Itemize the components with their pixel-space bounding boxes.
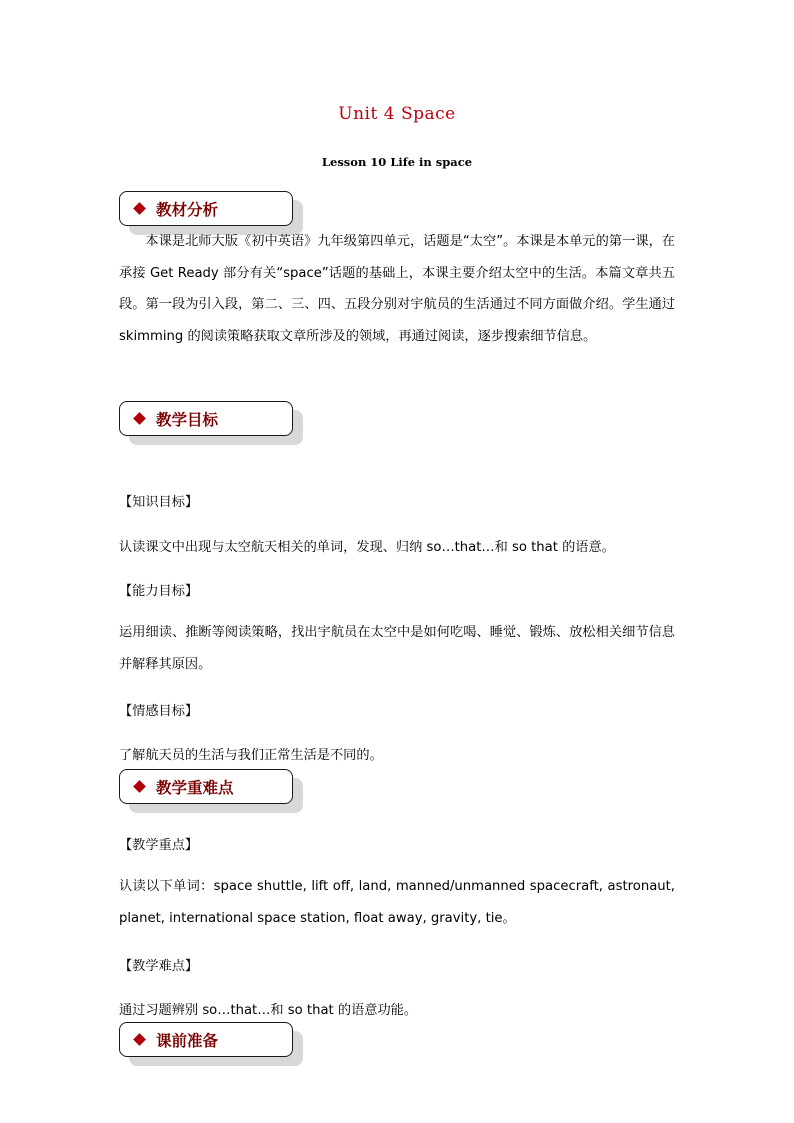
diamond-icon xyxy=(133,412,146,425)
section-heading-label: 教学重难点 xyxy=(156,778,234,797)
lesson-subtitle: Lesson 10 Life in space xyxy=(321,155,473,169)
section-heading-preparation xyxy=(119,1022,293,1057)
knowledge-goal-text: 认读课文中出现与太空航天相关的单词，发现、归纳 so…that…和 so that 的语意。 xyxy=(119,540,615,555)
diamond-icon xyxy=(133,202,146,215)
emotion-goal-text: 了解航天员的生活与我们正常生活是不同的。 xyxy=(119,748,383,763)
section-heading-label: 教学目标 xyxy=(156,410,219,429)
diamond-icon xyxy=(133,780,146,793)
ability-goal-heading: 【能力目标】 xyxy=(119,584,199,599)
difficulty-text: 通过习题辨别 so…that…和 so that 的语意功能。 xyxy=(119,1003,418,1018)
section-heading-box xyxy=(119,769,293,804)
analysis-paragraph: 本课是北师大版《初中英语》九年级第四单元，话题是“太空”。本课是本单元的第一课，在承接 Get Ready 部分有关“space”话题的基础上，本课主要介绍太空中的生活。本篇文章共五段。第一段为引入段，第二、三、四、五段分别对宇航员的生活通过不同方面做介绍。学生通过 skimming 的阅读策略获取文章所涉及的领域，再通过阅读，逐步搜索细节信息。 xyxy=(119,234,675,344)
knowledge-goal-heading: 【知识目标】 xyxy=(119,495,199,510)
difficulty-heading: 【教学难点】 xyxy=(119,959,199,974)
section-heading-box xyxy=(119,401,293,436)
section-heading-key-points xyxy=(119,769,293,804)
section-heading-box xyxy=(119,191,293,226)
diamond-icon xyxy=(133,1033,146,1046)
section-heading-goals xyxy=(119,401,293,436)
section-heading-label: 教材分析 xyxy=(156,200,219,219)
focus-text: 认读以下单词：space shuttle, lift off, land, manned/unmanned spacecraft, astronaut, planet, international space station, float away, gravity, tie。 xyxy=(119,879,675,926)
section-heading-box xyxy=(119,1022,293,1057)
emotion-goal-heading: 【情感目标】 xyxy=(119,704,199,719)
section-heading-analysis xyxy=(119,191,293,226)
ability-goal-text: 运用细读、推断等阅读策略，找出宇航员在太空中是如何吃喝、睡觉、锻炼、放松相关细节信息并解释其原因。 xyxy=(119,625,675,672)
section-heading-label: 课前准备 xyxy=(156,1031,219,1050)
page-title: Unit 4 Space xyxy=(338,104,456,124)
focus-heading: 【教学重点】 xyxy=(119,838,199,853)
